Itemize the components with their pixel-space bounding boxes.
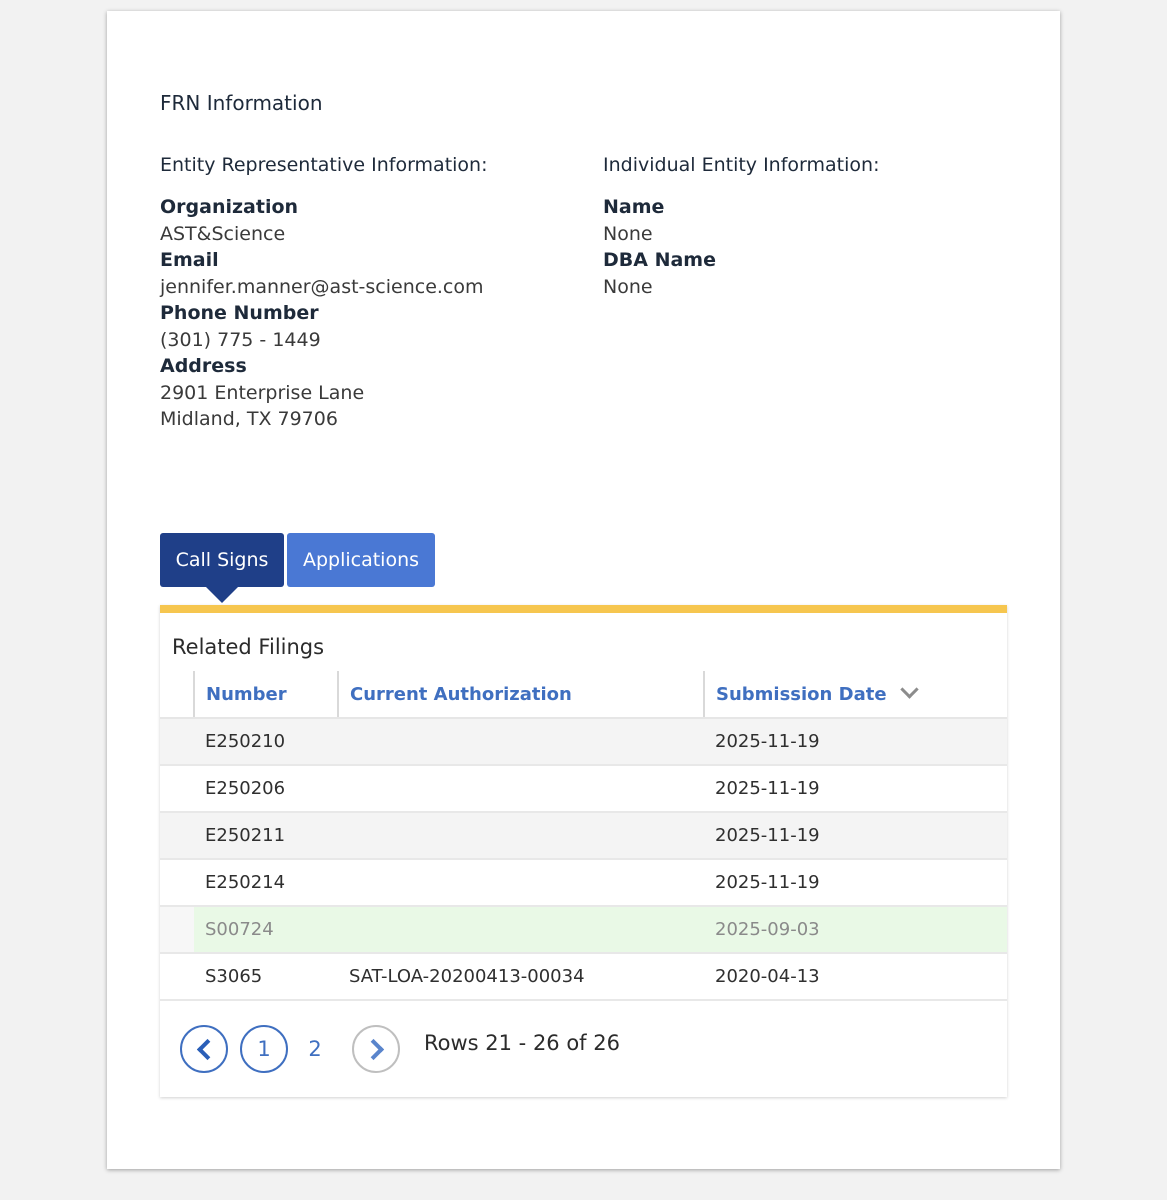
table-row[interactable]	[160, 812, 1007, 859]
organization-label: Organization	[160, 196, 299, 218]
address-line-1: 2901 Enterprise Lane	[160, 381, 365, 404]
cell-number[interactable]: E250210	[194, 718, 338, 765]
table-header-row	[160, 671, 1007, 718]
pagination	[180, 1025, 980, 1073]
section-heading: Entity Representative Information:	[160, 154, 488, 176]
table-row[interactable]	[160, 765, 1007, 812]
phone-label: Phone Number	[160, 302, 319, 324]
row-spacer	[160, 718, 194, 765]
cell-date: 2025-11-19	[704, 812, 1007, 859]
dba-name-label: DBA Name	[603, 249, 716, 271]
tab-applications[interactable]: Applications	[287, 533, 435, 587]
cell-authorization	[338, 812, 704, 859]
chevron-left-icon	[196, 1038, 217, 1059]
related-filings-panel	[160, 605, 1007, 1097]
tab-call-signs[interactable]: Call Signs	[160, 533, 284, 587]
column-header-label: Number	[206, 683, 287, 705]
select-column-header	[160, 671, 194, 718]
cell-number[interactable]: E250214	[194, 859, 338, 906]
entity-representative-section	[160, 153, 488, 433]
cell-date: 2025-09-03	[704, 906, 1007, 953]
row-spacer	[160, 953, 194, 1000]
cell-number[interactable]: S00724	[194, 906, 338, 953]
phone-value: (301) 775 - 1449	[160, 328, 321, 351]
page-title: FRN Information	[160, 91, 323, 115]
column-header-submission-date[interactable]	[704, 671, 1007, 718]
column-header-label: Submission Date	[716, 683, 887, 705]
table-row[interactable]	[160, 859, 1007, 906]
row-spacer	[160, 812, 194, 859]
table-row-highlighted[interactable]	[160, 906, 1007, 953]
cell-authorization	[338, 718, 704, 765]
sort-descending-icon[interactable]	[900, 680, 918, 698]
row-spacer	[160, 859, 194, 906]
dba-name-value: None	[603, 275, 653, 298]
email-label: Email	[160, 249, 219, 271]
name-value: None	[603, 222, 653, 245]
frn-card	[107, 11, 1060, 1169]
row-spacer	[160, 765, 194, 812]
section-heading: Individual Entity Information:	[603, 154, 880, 176]
column-header-label: Current Authorization	[350, 683, 572, 705]
filings-table	[160, 671, 1007, 1001]
cell-number[interactable]: E250206	[194, 765, 338, 812]
cell-date: 2025-11-19	[704, 718, 1007, 765]
name-label: Name	[603, 196, 665, 218]
rows-info: Rows 21 - 26 of 26	[424, 1031, 620, 1055]
cell-authorization	[338, 765, 704, 812]
cell-number[interactable]: E250211	[194, 812, 338, 859]
cell-authorization: SAT-LOA-20200413-00034	[338, 953, 704, 1000]
next-page-button[interactable]	[352, 1025, 400, 1073]
address-label: Address	[160, 355, 247, 377]
page-1-button[interactable]: 1	[240, 1025, 288, 1073]
panel-title: Related Filings	[172, 635, 325, 659]
page-2-button[interactable]: 2	[308, 1037, 322, 1061]
cell-date: 2025-11-19	[704, 765, 1007, 812]
row-spacer	[160, 906, 194, 953]
chevron-right-icon	[362, 1038, 383, 1059]
table-row[interactable]	[160, 953, 1007, 1000]
cell-authorization	[338, 906, 704, 953]
column-header-number[interactable]	[194, 671, 338, 718]
cell-date: 2025-11-19	[704, 859, 1007, 906]
individual-entity-section	[603, 153, 879, 300]
table-row[interactable]	[160, 718, 1007, 765]
previous-page-button[interactable]	[180, 1025, 228, 1073]
cell-date: 2020-04-13	[704, 953, 1007, 1000]
column-header-current-authorization[interactable]	[338, 671, 704, 718]
address-line-2: Midland, TX 79706	[160, 408, 338, 430]
cell-number[interactable]: S3065	[194, 953, 338, 1000]
email-value: jennifer.manner@ast-science.com	[160, 275, 484, 298]
organization-value: AST&Science	[160, 222, 286, 245]
cell-authorization	[338, 859, 704, 906]
